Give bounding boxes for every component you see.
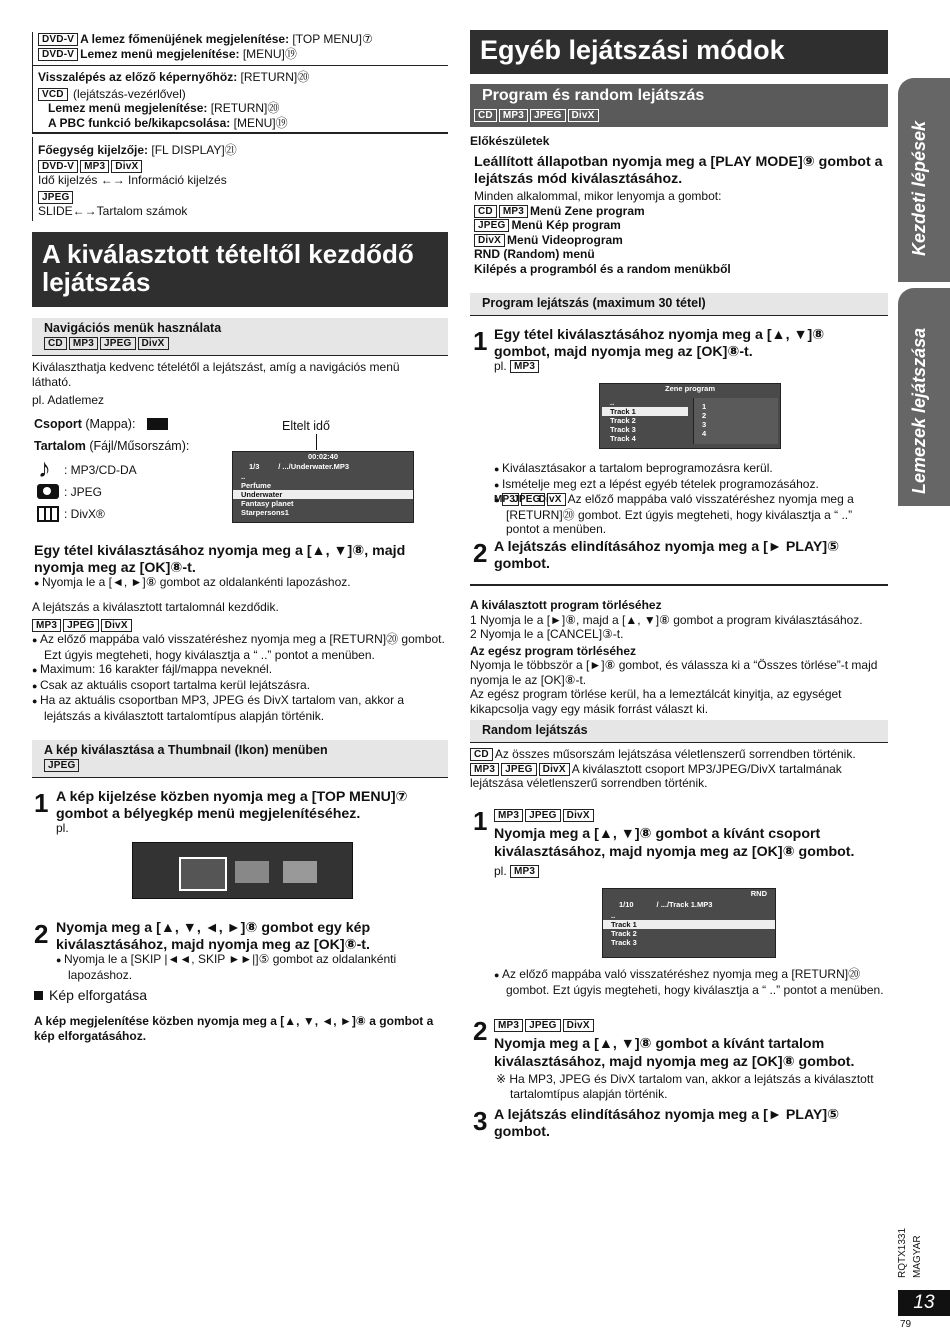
random-step-1-tags: MP3 JPEG DivX xyxy=(494,808,596,823)
doc-lang: MAGYAR xyxy=(912,1235,923,1278)
left-section-banner: A kiválasztott tételtől kezdődő lejátszás xyxy=(32,232,448,307)
thumbnail-screen xyxy=(132,842,353,899)
fl-display-box: Főegység kijelzője: [FL DISPLAY]㉑ DVD-V MP3 DivX Idő kijelzés ←→ Információ kijelzés JPEG SLIDE←→Tartalom számok xyxy=(38,143,237,218)
program-slot: 2 xyxy=(702,411,707,420)
step-number: 1 xyxy=(473,806,488,836)
random-text: CD Az összes műsorszám lejátszása véletlenszerű sorrendben történik. MP3 JPEG DivX A kiválasztott csoport MP3/JPEG/DivX tartalmának lejátszása véletlenszerű sorrendben történik. xyxy=(470,747,856,790)
doc-code: RQTX1331 xyxy=(897,1227,908,1278)
vcd-pbc-line: A PBC funkció be/kikapcsolása: [MENU]⑲ xyxy=(48,115,288,130)
list-item[interactable]: .. xyxy=(241,472,246,481)
list-item[interactable]: Fantasy planet xyxy=(241,499,294,508)
list-item[interactable]: Perfume xyxy=(241,481,272,490)
modes-list: Minden alkalommal, mikor lenyomja a gombot: CD MP3 Menü Zene program JPEG Menü Kép program DivX Menü Videoprogram RND (Random) menü Kilépés a programból és a random menükből xyxy=(474,189,731,276)
program-random-head: Program és random lejátszás xyxy=(470,84,888,127)
list-item[interactable]: Track 2 xyxy=(611,929,637,938)
nav-intro: Kiválaszthatja kedvenc tételétől a lejátszást, amíg a navigációs menü látható. pl. Adatlemez xyxy=(32,360,400,407)
nav-head: Navigációs menük használata CD MP3 JPEG DivX xyxy=(32,318,448,355)
rotate-text: A kép megjelenítése közben nyomja meg a [▲, ▼, ◄, ►]⑧ a gombot a kép elforgatásához. xyxy=(34,1014,434,1043)
list-item[interactable]: Track 3 xyxy=(610,425,636,434)
thumb-step-1: A kép kijelzése közben nyomja meg a [TOP MENU]⑦ gombot a bélyegkép menü megjelenítéséhez. xyxy=(56,789,408,822)
list-item[interactable]: Starpersons1 xyxy=(241,508,289,517)
random-bullet: ● Az előző mappába való visszatéréshez nyomja meg a [RETURN]⑳ gombot. Ezt úgyis megteheti, hogy kiválasztja a “ ..” pontot a menüben. xyxy=(494,967,886,997)
prep-step: Leállított állapotban nyomja meg a [PLAY MODE]⑨ gombot a lejátszás mód kiválasztásához. xyxy=(474,154,883,187)
nav-menu-screen: 00:02:40 1/3 / .../Underwater.MP3 .. Perfume Underwater Fantasy planet Starpersons1 xyxy=(232,451,414,523)
legend-mp3: : MP3/CD-DA xyxy=(64,463,137,477)
right-section-banner: Egyéb lejátszási módok xyxy=(470,30,888,74)
program-screen: Zene program .. Track 1 Track 2 Track 3 Track 4 1 2 3 4 xyxy=(599,383,781,449)
return-line: Visszalépés az előző képernyőhöz: [RETURN]⑳ xyxy=(38,70,310,84)
program-slot: 1 xyxy=(702,402,707,411)
film-icon xyxy=(37,506,59,522)
thumb-head: A kép kiválasztása a Thumbnail (Ikon) menüben JPEG xyxy=(32,740,448,777)
folder-icon xyxy=(147,418,168,430)
music-icon: ♪ xyxy=(38,453,51,483)
page-number: 13 xyxy=(898,1290,950,1316)
program-step-1: Egy tétel kiválasztásához nyomja meg a [▲, ▼]⑧ gombot, majd nyomja meg az [OK]⑧-t. xyxy=(494,327,825,360)
nav-select-bullet: ● Nyomja le a [◄, ►]⑧ gombot az oldalankénti lapozáshoz. xyxy=(34,575,444,591)
elapsed-label: Eltelt idő xyxy=(282,419,330,433)
thumb-step-2: Nyomja meg a [▲, ▼, ◄, ►]⑧ gombot egy kép kiválasztásához, majd nyomja meg az [OK]⑧-t. xyxy=(56,920,371,953)
step-number: 3 xyxy=(473,1106,488,1136)
left-top-box xyxy=(32,32,448,130)
start-text: A lejátszás a kiválasztott tartalomnál kezdődik. MP3 JPEG DivX ● Az előző mappába való visszatéréshez nyomja meg a [RETURN]⑳ gombot. Ezt úgyis megteheti, hogy kiválasztja a “ ..” pontot a menüben. ● Maximum: 16 karakter fájl/mappa neveknél. ● Csak az aktuális csoport tartalma kerül lejátszásra. ● Ha az aktuális csoportban MP3, JPEG és DivX tartalom van, akkor a lejátszás a kiválasztott tartalomtípus alapján történik. xyxy=(32,600,446,723)
random-head: Random lejátszás xyxy=(470,720,888,742)
vcd-menu-line: Lemez menü megjelenítése: [RETURN]⑳ xyxy=(48,101,280,115)
menu-line-1: DVD-V A lemez főmenüjének megjelenítése: [TOP MENU]⑦ xyxy=(32,32,448,47)
random-step-2: Nyomja meg a [▲, ▼]⑧ gombot a kívánt tartalom kiválasztásához, majd nyomja meg az [OK]⑧ gombot. xyxy=(494,1036,855,1070)
vcd-line: VCD (lejátszás-vezérlővel) xyxy=(32,87,448,102)
camera-icon xyxy=(37,484,59,499)
side-tab-kezdeti[interactable]: Kezdeti lépések xyxy=(898,78,950,282)
program-slot: 4 xyxy=(702,429,707,438)
legend-divx: : DivX® xyxy=(64,507,105,521)
program-random-tags: CD MP3 JPEG DivX xyxy=(474,108,601,123)
random-screen: RND 1/10 / .../Track 1.MP3 .. Track 1 Track 2 Track 3 xyxy=(602,888,776,958)
nav-select-step: Egy tétel kiválasztásához nyomja meg a [▲, ▼]⑧, majd nyomja meg az [OK]⑧-t. xyxy=(34,543,406,576)
list-item[interactable]: .. xyxy=(610,398,615,407)
random-step-3: A lejátszás elindításához nyomja meg a [► PLAY]⑤ gombot. xyxy=(494,1107,840,1140)
program-step-1-ex: pl. MP3 xyxy=(494,359,541,374)
thumbnail-item[interactable] xyxy=(235,861,269,883)
list-item[interactable]: Track 2 xyxy=(610,416,636,425)
delete-section: A kiválasztott program törléséhez 1 Nyomja le a [►]⑧, majd a [▲, ▼]⑧ gombot a program kiválasztásához. 2 Nyomja le a [CANCEL]③-t. Az egész program törléséhez Nyomja le többször a [►]⑧ gombot, és válassza ki a “Összes törlése”-t majd nyomja le az [OK]⑧-t. Az egész program törlése kerül, ha a lemeztálcát kinyitja, az egységet kikapcsolja vagy egy másik forrást választ ki. xyxy=(470,598,878,716)
step-number: 2 xyxy=(34,919,49,949)
tartalom-label: Tartalom (Fájl/Műsorszám): xyxy=(34,439,190,453)
thumbnail-item[interactable] xyxy=(179,857,227,891)
step-number: 2 xyxy=(473,1016,488,1046)
list-item[interactable]: Track 3 xyxy=(611,938,637,947)
rotate-head: Kép elforgatása xyxy=(34,988,147,1003)
random-step-2-tags: MP3 JPEG DivX xyxy=(494,1018,596,1033)
step-number: 1 xyxy=(473,326,488,356)
random-step-2-note: ※ Ha MP3, JPEG és DivX tartalom van, akkor a lejátszás a kiválasztott tartalomtípus alapján történik. xyxy=(496,1072,874,1101)
step-number: 2 xyxy=(473,538,488,568)
program-slot: 3 xyxy=(702,420,707,429)
list-item[interactable]: Track 4 xyxy=(610,434,636,443)
page-number-small: 79 xyxy=(900,1319,912,1330)
legend-jpeg: : JPEG xyxy=(64,485,103,499)
list-item[interactable]: Track 1 xyxy=(603,920,775,929)
list-item[interactable]: .. xyxy=(611,911,616,920)
program-bullets: ● Kiválasztásakor a tartalom beprogramozásra kerül. ● Ismételje meg ezt a lépést egyéb tételek programozásához. ● MP3JPEGDivX Az előző mappába való visszatéréshez nyomja meg a [RETURN]⑳ gombot. Ezt úgyis megteheti, hogy kiválasztja a “ ..” pontot a menüben. xyxy=(494,461,886,537)
thumb-step-2-bullet: ● Nyomja le a [SKIP |◄◄, SKIP ►►|]⑤ gombot az oldalankénti lapozáshoz. xyxy=(56,952,436,982)
step-number: 1 xyxy=(34,788,49,818)
csoport-label: Csoport (Mappa): xyxy=(34,417,136,431)
menu-line-2: DVD-V Lemez menü megjelenítése: [MENU]⑲ xyxy=(32,47,448,62)
thumbnail-item[interactable] xyxy=(283,861,317,883)
side-tab-lemezek[interactable]: Lemezek lejátszása xyxy=(898,288,950,506)
list-item[interactable]: Underwater xyxy=(233,490,413,499)
thumb-step-1-ex: pl. xyxy=(56,821,69,835)
random-step-1: Nyomja meg a [▲, ▼]⑧ gombot a kívánt csoport kiválasztásához, majd nyomja meg az [OK]⑧ gombot. xyxy=(494,826,855,860)
prep-label: Előkészületek xyxy=(470,134,550,148)
program30-head: Program lejátszás (maximum 30 tétel) xyxy=(470,293,888,315)
program-step-2: A lejátszás elindításához nyomja meg a [► PLAY]⑤ gombot. xyxy=(494,539,840,572)
random-step-1-ex: pl. MP3 xyxy=(494,864,541,879)
list-item[interactable]: Track 1 xyxy=(602,407,688,416)
